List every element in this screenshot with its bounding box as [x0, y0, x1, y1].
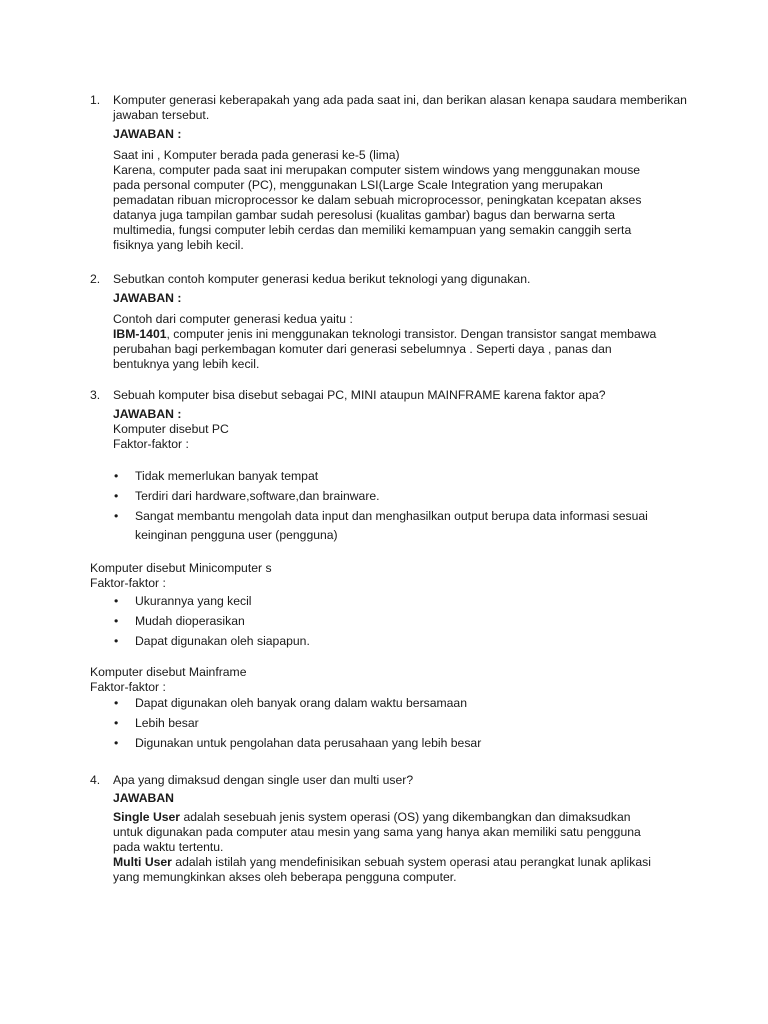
bullet-icon: • — [114, 594, 119, 608]
answer-text — [113, 855, 658, 885]
list-item: • Digunakan untuk pengolahan data perusahaan yang lebih besar — [114, 736, 482, 750]
question-2-header — [90, 272, 690, 287]
pc-factor-list — [90, 469, 690, 545]
answer-text: Contoh dari computer generasi kedua yaitu : — [113, 312, 353, 326]
question-3 — [90, 388, 690, 452]
question-text: Sebutkan contoh komputer generasi kedua berikut teknologi yang digunakan. — [113, 272, 531, 286]
answer-bold-term: Single User — [113, 810, 181, 824]
answer-text — [113, 810, 658, 855]
question-number: 4. — [90, 773, 101, 787]
bullet-icon: • — [114, 736, 119, 750]
question-number: 3. — [90, 388, 101, 402]
bullet-icon: • — [114, 716, 119, 730]
pc-faktor-label: Faktor-faktor : — [113, 437, 189, 451]
minicomputer-section — [90, 561, 690, 649]
bullet-icon: • — [114, 469, 119, 483]
jawaban-label: JAWABAN : — [113, 127, 182, 141]
list-item: • Mudah dioperasikan — [114, 614, 245, 628]
main-faktor-label: Faktor-faktor : — [90, 680, 166, 694]
list-item: • Lebih besar — [114, 716, 199, 730]
answer-text: Karena, computer pada saat ini merupakan computer sistem windows yang menggunakan mouse pada personal computer (PC), menggunakan LSI(Large Scale Integration yang merupakan pemadatan ribuan microprocessor ke dalam sebuah microprocessor, peningkatan kcepatan akses datanya juga tampilan gambar sudah peresolusi (kualitas gambar) bagus dan berwarna serta multimedia, fungsi computer lebih cerdas dan memiliki kemampuan yang semakin canggih serta fisiknya yang lebih kecil. — [113, 163, 642, 252]
question-3-header — [90, 388, 690, 403]
pc-title: Komputer disebut PC — [113, 422, 229, 436]
answer-bold-term: IBM-1401 — [113, 327, 167, 341]
bullet-icon: • — [114, 489, 119, 503]
answer-text: Saat ini , Komputer berada pada generasi ke-5 (lima) — [113, 148, 400, 162]
question-number: 2. — [90, 272, 101, 286]
jawaban-label: JAWABAN — [113, 791, 174, 805]
list-item: • Ukurannya yang kecil — [114, 594, 252, 608]
question-2 — [90, 272, 690, 372]
main-title: Komputer disebut Mainframe — [90, 665, 247, 679]
question-1-header — [90, 93, 690, 123]
mini-faktor-label: Faktor-faktor : — [90, 576, 166, 590]
bullet-icon: • — [114, 614, 119, 628]
mini-title: Komputer disebut Minicomputer s — [90, 561, 272, 575]
question-4-header — [90, 773, 690, 788]
list-item: • Dapat digunakan oleh siapapun. — [114, 634, 310, 648]
bullet-icon: • — [114, 696, 119, 710]
list-item: • Terdiri dari hardware,software,dan brainware. — [114, 489, 380, 503]
bullet-icon: • — [114, 634, 119, 648]
answer-rest: adalah sesebuah jenis system operasi (OS) yang dikembangkan dan dimaksudkan untuk digunakan pada computer atau mesin yang sama yang hanya akan memiliki satu pengguna pada waktu tertentu. — [113, 810, 641, 854]
jawaban-label: JAWABAN : — [113, 407, 182, 421]
answer-bold-term: Multi User — [113, 855, 172, 869]
question-1 — [90, 93, 690, 253]
answer-rest: , computer jenis ini menggunakan teknologi transistor. Dengan transistor sangat membawa perubahan bagi perkembagan komuter dari generasi sebelumnya . Seperti daya , panas dan bentuknya yang lebih kecil. — [113, 327, 657, 371]
list-item: • Tidak memerlukan banyak tempat — [114, 469, 319, 483]
list-item: • Dapat digunakan oleh banyak orang dalam waktu bersamaan — [114, 696, 467, 710]
question-text: Apa yang dimaksud dengan single user dan multi user? — [113, 773, 414, 787]
answer-text — [113, 327, 658, 372]
mainframe-section — [90, 665, 690, 751]
question-4 — [90, 773, 690, 885]
bullet-icon: • — [114, 509, 119, 523]
jawaban-label: JAWABAN : — [113, 291, 182, 305]
question-text: Komputer generasi keberapakah yang ada pada saat ini, dan berikan alasan kenapa saudara memberikan jawaban tersebut. — [113, 93, 687, 122]
question-number: 1. — [90, 93, 101, 107]
question-text: Sebuah komputer bisa disebut sebagai PC, MINI ataupun MAINFRAME karena faktor apa? — [113, 388, 606, 402]
answer-rest: adalah istilah yang mendefinisikan sebuah system operasi atau perangkat lunak aplikasi yang memungkinkan akses oleh beberapa pengguna computer. — [113, 855, 651, 884]
list-item: • Sangat membantu mengolah data input dan menghasilkan output berupa data informasi sesuai keinginan pengguna user (pengguna) — [114, 509, 648, 542]
